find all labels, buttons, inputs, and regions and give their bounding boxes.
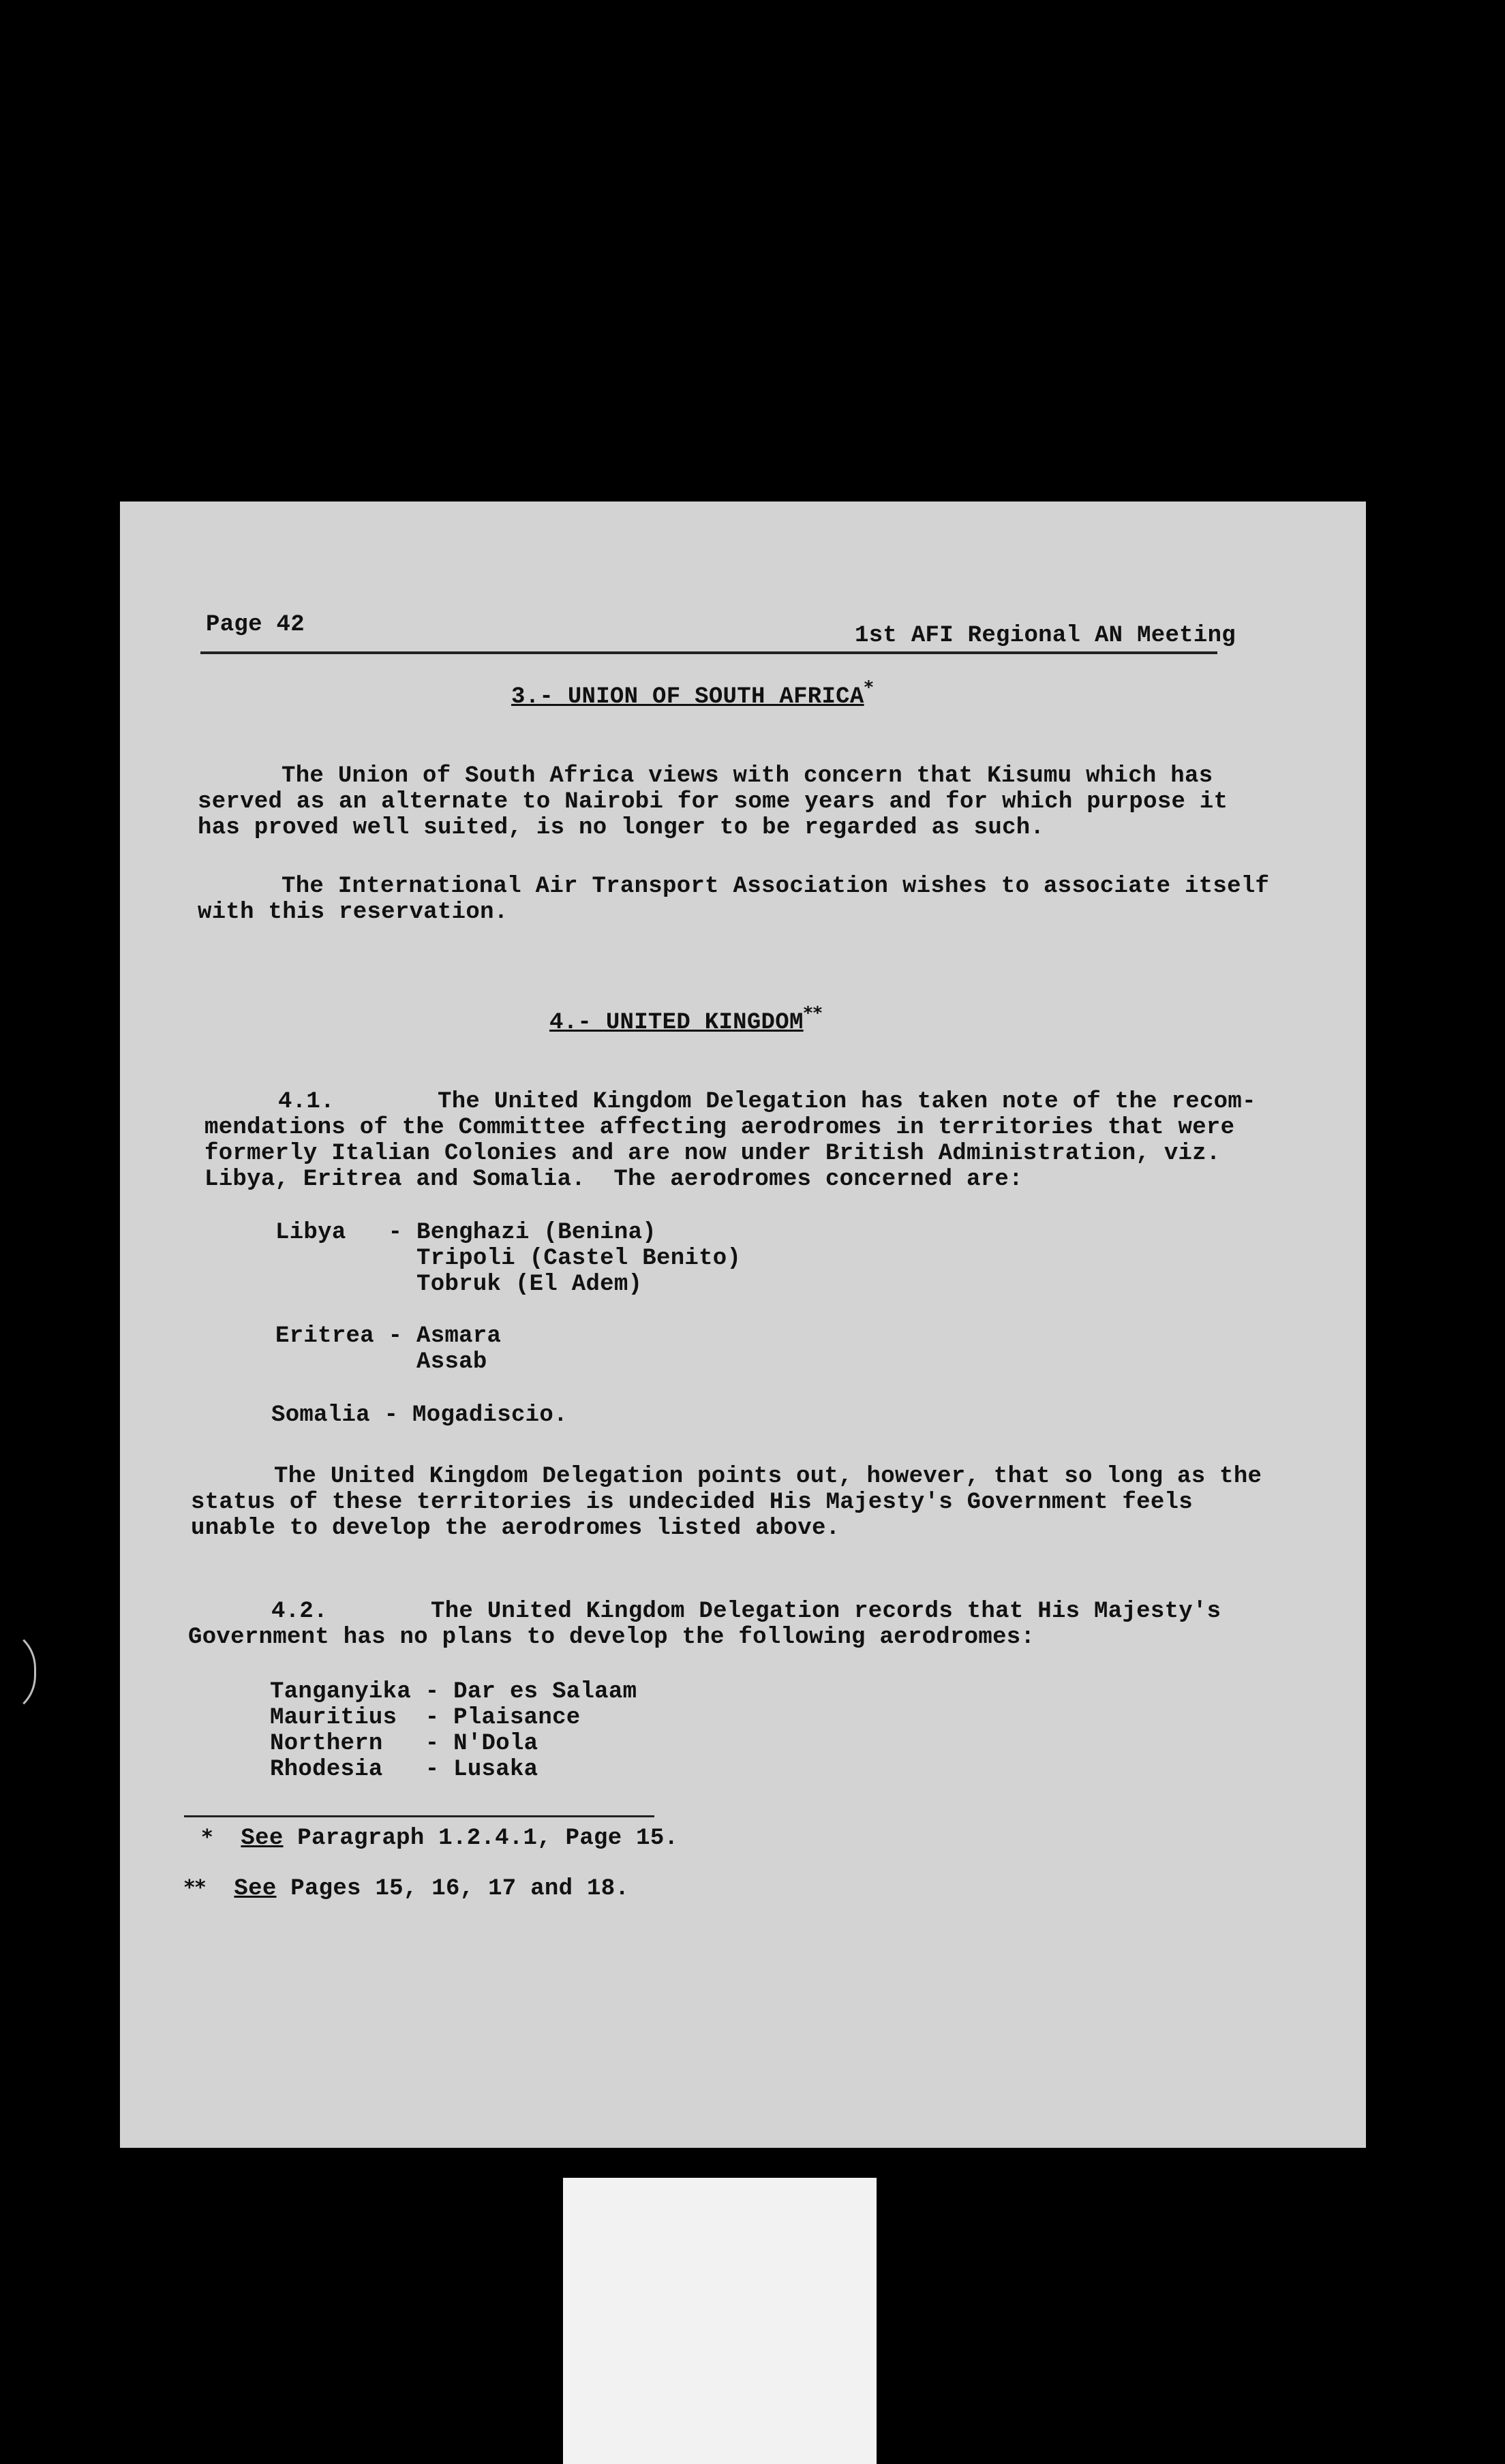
para-4-1-line3: formerly Italian Colonies and are now under British Administration, viz. bbox=[204, 1141, 1221, 1167]
para-4-1b-line3: unable to develop the aerodromes listed above. bbox=[191, 1515, 840, 1541]
footnote-1: * See Paragraph 1.2.4.1, Page 15. bbox=[202, 1826, 679, 1851]
section-3-para1-line1: The Union of South Africa views with concern that Kisumu which has bbox=[282, 763, 1213, 789]
para-4-1-number: 4.1. bbox=[278, 1089, 335, 1115]
aerodrome-list-1-line1: Libya - Benghazi (Benina) bbox=[275, 1220, 656, 1246]
para-4-1-line1: The United Kingdom Delegation has taken note of the recom- bbox=[438, 1089, 1256, 1115]
section-3-para1-line2: served as an alternate to Nairobi for some years and for which purpose it bbox=[198, 789, 1228, 815]
para-4-2-number: 4.2. bbox=[271, 1599, 328, 1624]
aerodrome-list-2-line4: Rhodesia - Lusaka bbox=[270, 1757, 538, 1783]
aerodrome-list-1-line2: Tripoli (Castel Benito) bbox=[275, 1246, 742, 1272]
aerodrome-list-2-line1: Tanganyika - Dar es Salaam bbox=[270, 1679, 637, 1705]
footnote-2: ** See Pages 15, 16, 17 and 18. bbox=[184, 1876, 630, 1902]
para-4-1b-line2: status of these territories is undecided His Majesty's Government feels bbox=[191, 1490, 1193, 1515]
para-4-1-line4: Libya, Eritrea and Somalia. The aerodromes concerned are: bbox=[204, 1167, 1023, 1192]
aerodrome-list-2-line2: Mauritius - Plaisance bbox=[270, 1705, 581, 1731]
para-4-2-line1: The United Kingdom Delegation records that His Majesty's bbox=[431, 1599, 1221, 1624]
aerodrome-list-2-line3: Northern - N'Dola bbox=[270, 1731, 538, 1757]
page-number: Page 42 bbox=[206, 612, 305, 638]
document-page bbox=[120, 502, 1366, 2148]
section-3-heading: 3.- UNION OF SOUTH AFRICA* bbox=[511, 677, 874, 710]
para-4-1-line2: mendations of the Committee affecting aerodromes in territories that were bbox=[204, 1115, 1235, 1141]
section-3-para2-line1: The International Air Transport Association wishes to associate itself bbox=[282, 874, 1270, 899]
aerodrome-list-1-line6: Somalia - Mogadiscio. bbox=[271, 1402, 568, 1428]
section-4-heading: 4.- UNITED KINGDOM** bbox=[549, 1003, 823, 1036]
para-4-1b-line1: The United Kingdom Delegation points out, however, that so long as the bbox=[274, 1464, 1262, 1490]
footnote-rule bbox=[184, 1815, 654, 1817]
para-4-2-line2: Government has no plans to develop the following aerodromes: bbox=[188, 1624, 1035, 1650]
page-edge-arc bbox=[0, 1627, 36, 1716]
aerodrome-list-1-line4: Eritrea - Asmara bbox=[275, 1323, 502, 1349]
header-rule bbox=[200, 651, 1217, 654]
aerodrome-list-1-line3: Tobruk (El Adem) bbox=[275, 1272, 643, 1297]
section-3-para1-line3: has proved well suited, is no longer to be regarded as such. bbox=[198, 815, 1045, 841]
meeting-title: 1st AFI Regional AN Meeting bbox=[855, 623, 1236, 649]
paper-slip bbox=[563, 2178, 877, 2464]
aerodrome-list-1-line5: Assab bbox=[275, 1349, 487, 1375]
section-3-para2-line2: with this reservation. bbox=[198, 899, 508, 925]
